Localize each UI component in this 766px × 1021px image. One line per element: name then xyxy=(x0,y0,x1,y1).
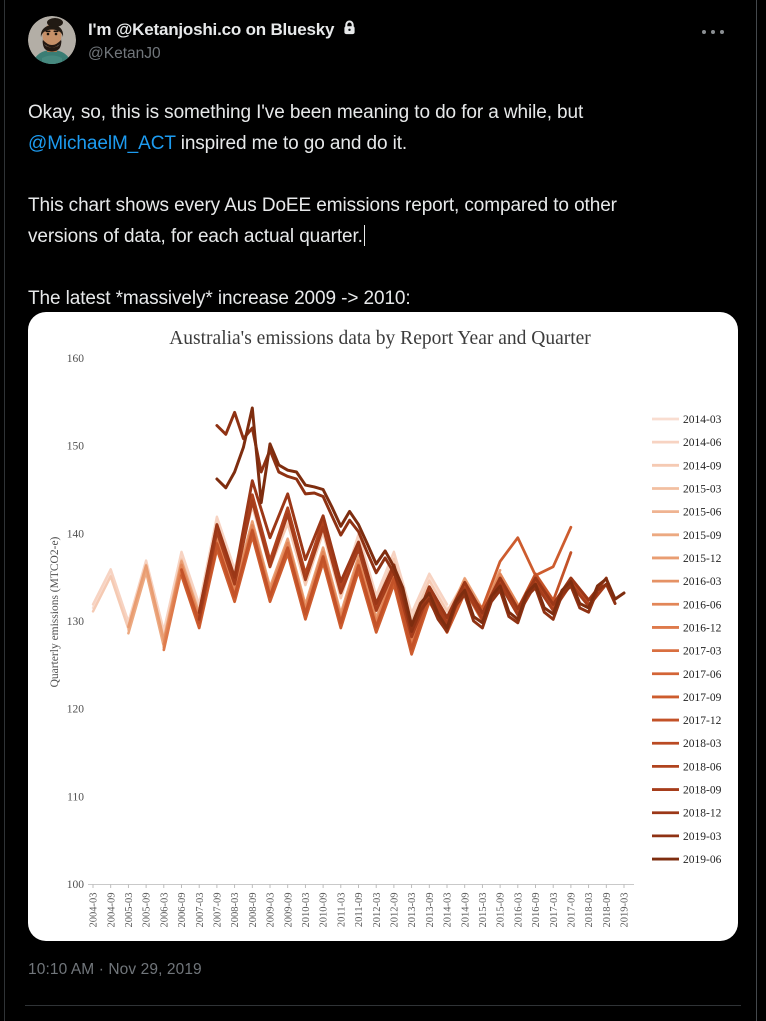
svg-text:2015-03: 2015-03 xyxy=(478,892,489,928)
lock-icon xyxy=(341,19,358,41)
emissions-chart xyxy=(28,312,738,941)
svg-text:2011-03: 2011-03 xyxy=(336,892,348,928)
svg-text:2004-09: 2004-09 xyxy=(106,892,118,928)
legend-label-2014-09: 2014-09 xyxy=(683,460,722,473)
legend-label-2015-09: 2015-09 xyxy=(683,529,722,542)
svg-text:2011-09: 2011-09 xyxy=(354,892,366,928)
svg-text:2012-03: 2012-03 xyxy=(371,892,383,928)
avatar[interactable] xyxy=(28,16,76,64)
svg-text:2008-03: 2008-03 xyxy=(230,892,242,928)
svg-text:2008-09: 2008-09 xyxy=(247,892,259,928)
svg-text:2010-03: 2010-03 xyxy=(301,892,312,928)
legend-label-2018-09: 2018-09 xyxy=(683,784,722,797)
tweet-text xyxy=(28,97,738,314)
author-handle: @KetanJ0 xyxy=(88,45,161,62)
avatar-image xyxy=(28,16,76,64)
y-axis xyxy=(67,353,85,891)
svg-text:2018-09: 2018-09 xyxy=(601,892,613,928)
legend-label-2016-06: 2016-06 xyxy=(683,599,722,612)
author-name: I'm @Ketanjoshi.co on Bluesky xyxy=(88,19,335,39)
svg-text:2010-09: 2010-09 xyxy=(318,892,330,928)
svg-text:2009-03: 2009-03 xyxy=(265,892,277,928)
legend-label-2015-12: 2015-12 xyxy=(683,552,722,565)
svg-text:130: 130 xyxy=(66,616,84,629)
svg-text:120: 120 xyxy=(66,703,84,716)
svg-text:110: 110 xyxy=(67,791,84,804)
svg-text:2012-09: 2012-09 xyxy=(389,892,401,928)
svg-text:2005-09: 2005-09 xyxy=(141,892,153,928)
svg-text:2006-03: 2006-03 xyxy=(159,892,171,928)
svg-text:2017-03: 2017-03 xyxy=(548,892,560,928)
legend-label-2018-12: 2018-12 xyxy=(683,807,722,820)
svg-text:2006-09: 2006-09 xyxy=(177,892,189,928)
chart-title: Australia's emissions data by Report Year and Quarter xyxy=(169,328,591,349)
chart-series xyxy=(93,408,624,654)
column-border-right xyxy=(756,0,757,1021)
legend-label-2014-03: 2014-03 xyxy=(683,414,722,426)
svg-text:100: 100 xyxy=(66,879,84,892)
text-cursor xyxy=(364,225,366,246)
svg-text:2015-09: 2015-09 xyxy=(495,892,507,928)
svg-text:2017-09: 2017-09 xyxy=(566,892,578,928)
chart-legend xyxy=(652,414,722,866)
svg-text:150: 150 xyxy=(66,440,84,453)
more-button[interactable] xyxy=(696,24,730,40)
svg-text:2014-03: 2014-03 xyxy=(442,892,454,928)
legend-label-2019-03: 2019-03 xyxy=(683,830,722,843)
legend-label-2015-06: 2015-06 xyxy=(683,506,722,519)
legend-label-2018-03: 2018-03 xyxy=(683,738,722,751)
svg-text:2007-03: 2007-03 xyxy=(194,892,206,928)
svg-text:2013-03: 2013-03 xyxy=(407,892,419,928)
author-block xyxy=(88,16,358,63)
legend-label-2016-03: 2016-03 xyxy=(683,576,722,589)
column-border-left xyxy=(4,0,5,1021)
legend-label-2017-12: 2017-12 xyxy=(683,715,722,728)
svg-text:2018-03: 2018-03 xyxy=(584,892,596,928)
svg-text:2016-03: 2016-03 xyxy=(513,892,525,928)
tweet-paragraph-1: Okay, so, this is something I've been meaning to do for a while, but @MichaelM_ACT inspired me to go and do it. xyxy=(28,102,584,154)
svg-text:2016-09: 2016-09 xyxy=(531,892,543,928)
legend-label-2019-06: 2019-06 xyxy=(683,854,722,867)
svg-text:2013-09: 2013-09 xyxy=(424,892,436,928)
legend-label-2017-09: 2017-09 xyxy=(683,691,722,704)
svg-text:2009-09: 2009-09 xyxy=(283,892,295,928)
more-icon xyxy=(702,30,706,34)
tweet-header xyxy=(28,16,738,64)
svg-text:2019-03: 2019-03 xyxy=(619,892,631,928)
legend-label-2017-03: 2017-03 xyxy=(683,645,722,658)
legend-label-2015-03: 2015-03 xyxy=(683,483,722,496)
svg-text:160: 160 xyxy=(66,353,84,365)
x-axis xyxy=(88,885,634,928)
svg-text:140: 140 xyxy=(66,528,84,541)
divider xyxy=(25,1005,741,1006)
legend-label-2018-06: 2018-06 xyxy=(683,761,722,774)
legend-label-2017-06: 2017-06 xyxy=(683,668,722,681)
svg-text:2014-09: 2014-09 xyxy=(460,892,472,928)
tweet-media-chart[interactable] xyxy=(28,312,738,941)
svg-text:2007-09: 2007-09 xyxy=(212,892,224,928)
timestamp: 10:10 AM · Nov 29, 2019 xyxy=(28,961,202,978)
legend-label-2016-12: 2016-12 xyxy=(683,622,722,635)
mention-link[interactable]: @MichaelM_ACT xyxy=(28,133,176,154)
svg-text:2005-03: 2005-03 xyxy=(124,892,135,928)
tweet-paragraph-2: This chart shows every Aus DoEE emissions report, compared to other versions of data, for each actual quarter. xyxy=(28,195,617,247)
legend-label-2014-06: 2014-06 xyxy=(683,437,722,450)
tweet xyxy=(28,16,738,314)
tweet-paragraph-3: The latest *massively* increase 2009 -> 2010: xyxy=(28,288,411,309)
y-axis-label: Quarterly emissions (MTCO2-e) xyxy=(49,536,61,688)
svg-text:2004-03: 2004-03 xyxy=(88,892,100,928)
